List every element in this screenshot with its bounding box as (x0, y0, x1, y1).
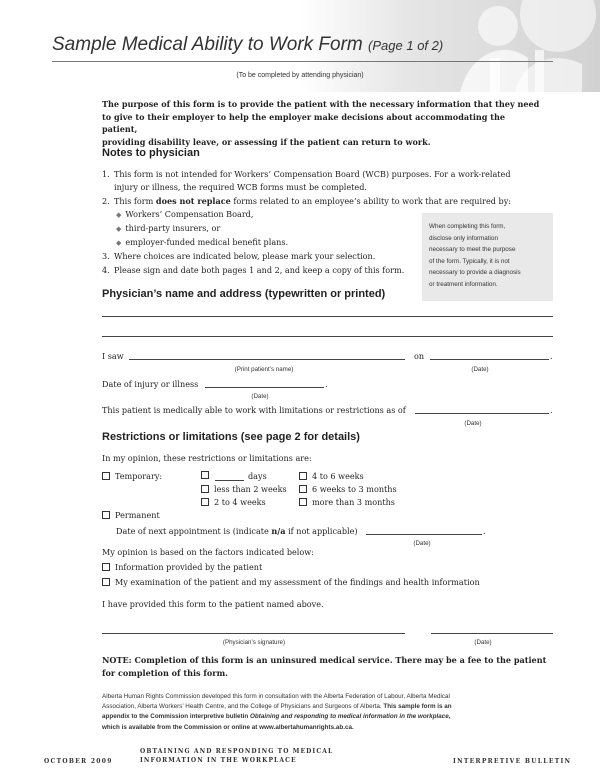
notes-heading: Notes to physician (102, 147, 200, 159)
period: . (550, 351, 553, 361)
patient-name-field[interactable] (129, 359, 405, 360)
form-title-text: Sample Medical Ability to Work Form (52, 34, 363, 55)
visit-date-field[interactable] (430, 359, 549, 360)
checkbox-box[interactable] (201, 471, 209, 479)
able-to-work-label: This patient is medically able to work with limitations or restrictions as of (102, 405, 406, 415)
footer-publication: OBTAINING AND RESPONDING TO MEDICAL INFORMATION IN THE WORKPLACE (140, 748, 334, 764)
diamond-bullet-icon: ◆ (116, 225, 122, 233)
date-caption: (Date) (251, 393, 269, 400)
note-4: 4. Please sign and date both pages 1 and 2, and keep a copy of this form. (102, 265, 405, 275)
note-3: 3. Where choices are indicated below, please mark your selection. (102, 251, 376, 261)
restrictions-intro: In my opinion, these restrictions or limitations are: (102, 453, 312, 463)
checkbox-box[interactable] (102, 578, 110, 586)
page-indicator: (Page 1 of 2) (368, 38, 444, 53)
diamond-bullet-icon: ◆ (116, 239, 122, 247)
checkbox-box[interactable] (102, 511, 110, 519)
date-caption: (Date) (471, 366, 489, 373)
saw-label: I saw (102, 351, 124, 361)
purpose-line: The purpose of this form is to provide the patient with the necessary information that they need (102, 99, 540, 109)
physician-signature-field[interactable] (102, 633, 405, 634)
injury-date-label: Date of injury or illness (102, 379, 199, 389)
form-subtitle: (To be completed by attending physician) (236, 72, 364, 79)
form-title (52, 34, 443, 56)
note-2: 2. This form does not replace forms related to an employee’s ability to work that are required by: (102, 196, 511, 206)
days-count-field[interactable] (215, 480, 244, 481)
checkbox-box[interactable] (102, 563, 110, 571)
signature-date-field[interactable] (431, 633, 553, 634)
days-checkbox[interactable] (201, 471, 214, 479)
note-1: 1. This form is not intended for Workers’ Compensation Board (WCB) purposes. For a work-related (102, 169, 511, 179)
checkbox-box[interactable] (102, 472, 110, 480)
note-2-bullet: ◆ employer-funded medical benefit plans. (116, 237, 289, 247)
days-label: days (248, 471, 267, 481)
checkbox-box[interactable] (299, 498, 307, 506)
note-2-bullet: ◆ third-party insurers, or (116, 223, 221, 233)
checkbox-box[interactable] (299, 472, 307, 480)
disclosure-sidebar: When completing this form, disclose only information necessary to meet the purpose of the form. Typically, it is not necessary to provide a diagnosis or treatment information. (422, 213, 553, 301)
less-than-2-weeks-checkbox[interactable]: less than 2 weeks (201, 484, 287, 494)
able-to-work-date-field[interactable] (415, 413, 549, 414)
temporary-checkbox[interactable]: Temporary: (102, 471, 162, 481)
date-caption: (Date) (474, 639, 492, 646)
more-than-3-months-checkbox[interactable]: more than 3 months (299, 497, 395, 507)
period: . (325, 379, 328, 389)
patient-information-checkbox[interactable]: Information provided by the patient (102, 562, 262, 572)
purpose-line: to give to their employer to help the employer make decisions about accommodating the patient, (102, 111, 506, 135)
credits-paragraph: Alberta Human Rights Commission developed this form in consultation with the Alberta Federation of Labour, Alberta Medical Association, Alberta Workers’ Health Centre, and the College of Physicians and Surgeons of Alberta. This sample form is an appendix to the Commission interpretive bulletin Obtaining and responding to medical information in the workplace, which is available from the Commission or online at www.albertahumanrights.ab.ca. (102, 693, 452, 731)
checkbox-box[interactable] (299, 485, 307, 493)
physician-examination-checkbox[interactable]: My examination of the patient and my assessment of the findings and health information (102, 577, 480, 587)
provided-statement: I have provided this form to the patient named above. (102, 599, 324, 609)
physician-address-line-2[interactable] (102, 336, 553, 337)
title-rule (52, 61, 553, 62)
checkbox-box[interactable] (201, 498, 209, 506)
purpose-line: providing disability leave, or assessing if the patient can return to work. (102, 136, 431, 147)
period: . (483, 526, 486, 536)
physician-address-line-1[interactable] (102, 316, 553, 317)
footer-series: INTERPRETIVE BULLETIN (453, 758, 572, 765)
purpose-statement (102, 98, 542, 148)
injury-date-field[interactable] (205, 387, 324, 388)
restrictions-heading: Restrictions or limitations (see page 2 for details) (102, 431, 360, 443)
footer-date: OCTOBER 2009 (44, 758, 113, 765)
uninsured-service-note: NOTE: Completion of this form is an uninsured medical service. There may be a fee to the patient for completion of this form. (102, 655, 547, 678)
date-caption: (Date) (413, 540, 431, 547)
print-name-caption: (Print patient’s name) (234, 366, 294, 373)
note-2-bullet: ◆ Workers’ Compensation Board, (116, 209, 254, 219)
period: . (550, 405, 553, 415)
signature-caption: (Physician’s signature) (222, 639, 286, 646)
2-to-4-weeks-checkbox[interactable]: 2 to 4 weeks (201, 497, 266, 507)
opinion-intro: My opinion is based on the factors indicated below: (102, 547, 314, 557)
6-weeks-to-3-months-checkbox[interactable]: 6 weeks to 3 months (299, 484, 397, 494)
note-1-cont: injury or illness, the required WCB forms must be completed. (114, 182, 367, 192)
diamond-bullet-icon: ◆ (116, 211, 122, 219)
physician-name-heading: Physician’s name and address (typewritten or printed) (102, 288, 386, 300)
next-appointment-date-field[interactable] (366, 534, 482, 535)
checkbox-box[interactable] (201, 485, 209, 493)
on-label: on (414, 351, 425, 361)
date-caption: (Date) (464, 420, 482, 427)
next-appointment-label: Date of next appointment is (indicate n/a if not applicable) (116, 526, 358, 536)
4-to-6-weeks-checkbox[interactable]: 4 to 6 weeks (299, 471, 364, 481)
permanent-checkbox[interactable]: Permanent (102, 510, 160, 520)
